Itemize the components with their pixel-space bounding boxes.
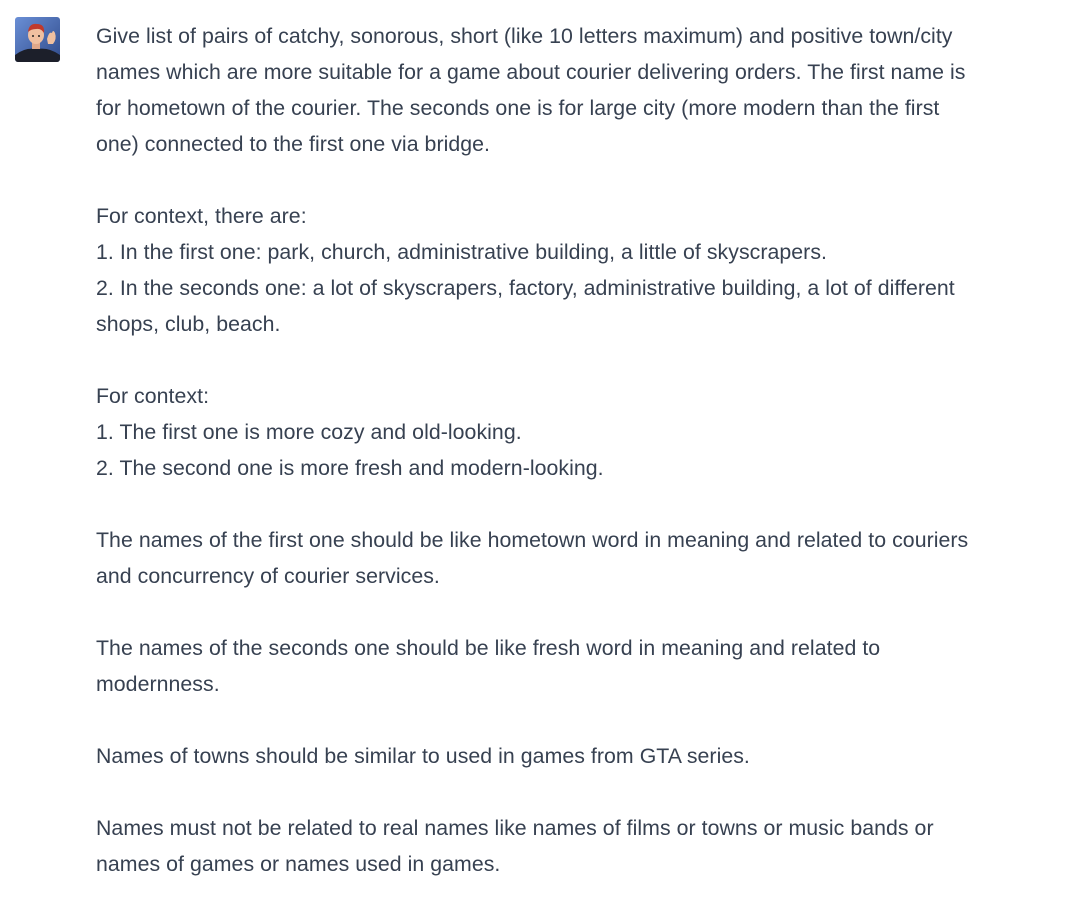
message-paragraph [96, 738, 1081, 774]
message-paragraph [96, 18, 1081, 162]
message-line: Give list of pairs of catchy, sonorous, short (like 10 letters maximum) and positive town/city [96, 24, 953, 48]
message-line: For context, there are: [96, 204, 307, 228]
message-line: modernness. [96, 672, 220, 696]
message-paragraph [96, 198, 1081, 342]
message-line: For context: [96, 384, 210, 408]
user-avatar-icon [15, 17, 60, 62]
message-line: 1. The first one is more cozy and old-looking. [96, 420, 522, 444]
message-line: one) connected to the first one via bridge. [96, 132, 491, 156]
message-line: The names of the seconds one should be like fresh word in meaning and related to [96, 636, 881, 660]
message-line: Names of towns should be similar to used in games from GTA series. [96, 744, 750, 768]
message-line: 2. The second one is more fresh and modern-looking. [96, 456, 604, 480]
message-line: 1. In the first one: park, church, administrative building, a little of skyscrapers. [96, 240, 827, 264]
message-line: for hometown of the courier. The seconds one is for large city (more modern than the first [96, 96, 940, 120]
message-line: 2. In the seconds one: a lot of skyscrapers, factory, administrative building, a lot of different [96, 276, 955, 300]
message-line: names of games or names used in games. [96, 852, 501, 876]
user-avatar [15, 17, 60, 62]
message-paragraph [96, 810, 1081, 882]
message-paragraph [96, 630, 1081, 702]
message-content [96, 18, 1081, 918]
message-paragraph [96, 378, 1081, 486]
message-line: names which are more suitable for a game about courier delivering orders. The first name is [96, 60, 966, 84]
message-line: The names of the first one should be like hometown word in meaning and related to couriers [96, 528, 969, 552]
message-line: and concurrency of courier services. [96, 564, 440, 588]
message-line: shops, club, beach. [96, 312, 281, 336]
message-paragraph [96, 522, 1081, 594]
message-line: Names must not be related to real names like names of films or towns or music bands or [96, 816, 934, 840]
